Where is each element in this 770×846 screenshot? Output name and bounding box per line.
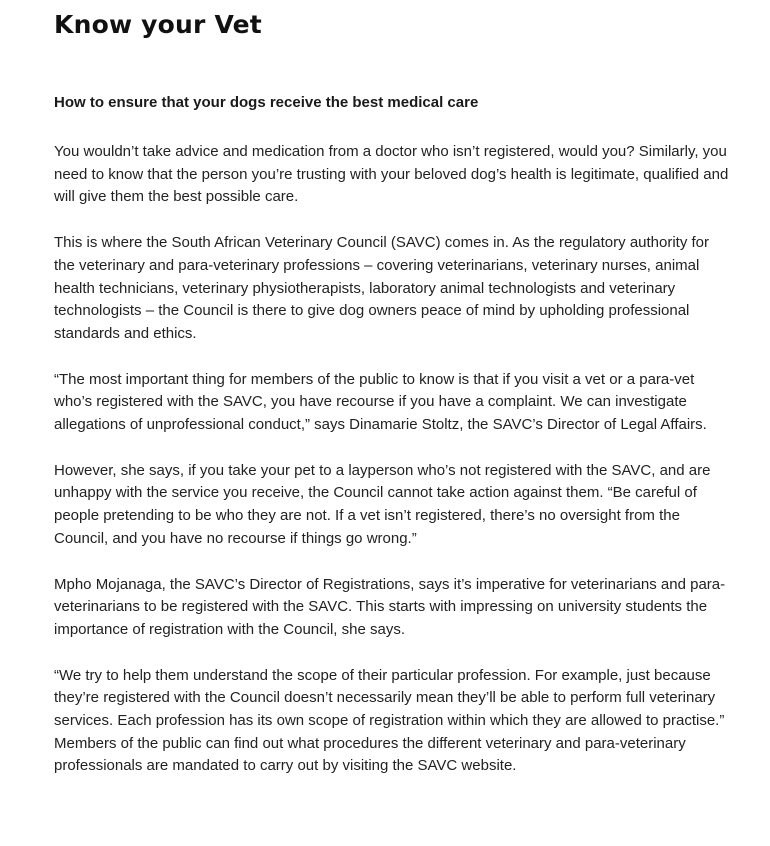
paragraph-6: “We try to help them understand the scope of their particular profession. For example, just because they’re registered with the Council doesn’t necessarily mean they’ll be able to perform full veterinary services. Each profession has its own scope of registration within which they are allowed to practise.” Members of the public can find out what procedures the different veterinary and para-veterinary professionals are mandated to carry out by visiting the SAVC website. [54, 666, 725, 775]
paragraph-5: Mpho Mojanaga, the SAVC’s Director of Registrations, says it’s imperative for veterinarians and para-veterinarians to be registered with the SAVC. This starts with impressing on university students the importance of registration with the Council, she says. [54, 575, 726, 638]
page-title: Know your Vet [54, 10, 262, 39]
paragraph-3: “The most important thing for members of the public to know is that if you visit a vet or a para-vet who’s registered with the SAVC, you have recourse if you have a complaint. We can investigate allegations of unprofessional conduct,” says Dinamarie Stoltz, the SAVC’s Director of Legal Affairs. [54, 370, 707, 434]
article-body [54, 141, 730, 801]
article-subtitle: How to ensure that your dogs receive the best medical care [54, 94, 479, 111]
paragraph-1: You wouldn’t take advice and medication from a doctor who isn’t registered, would you? Similarly, you need to know that the person you’re trusting with your beloved dog’s health is legitimate, qualified and will give them the best possible care. [54, 143, 729, 206]
paragraph-2: This is where the South African Veterinary Council (SAVC) comes in. As the regulatory authority for the veterinary and para-veterinary professions – covering veterinarians, veterinary nurses, animal health technicians, veterinary physiotherapists, laboratory animal technologists and veterinary technologists – the Council is there to give dog owners peace of mind by upholding professional standards and ethics. [54, 234, 710, 342]
paragraph-4: However, she says, if you take your pet to a layperson who’s not registered with the SAVC, and are unhappy with the service you receive, the Council cannot take action against them. “Be careful of people pretending to be who they are not. If a vet isn’t registered, there’s no oversight from the Council, and you have no recourse if things go wrong.” [54, 461, 711, 547]
